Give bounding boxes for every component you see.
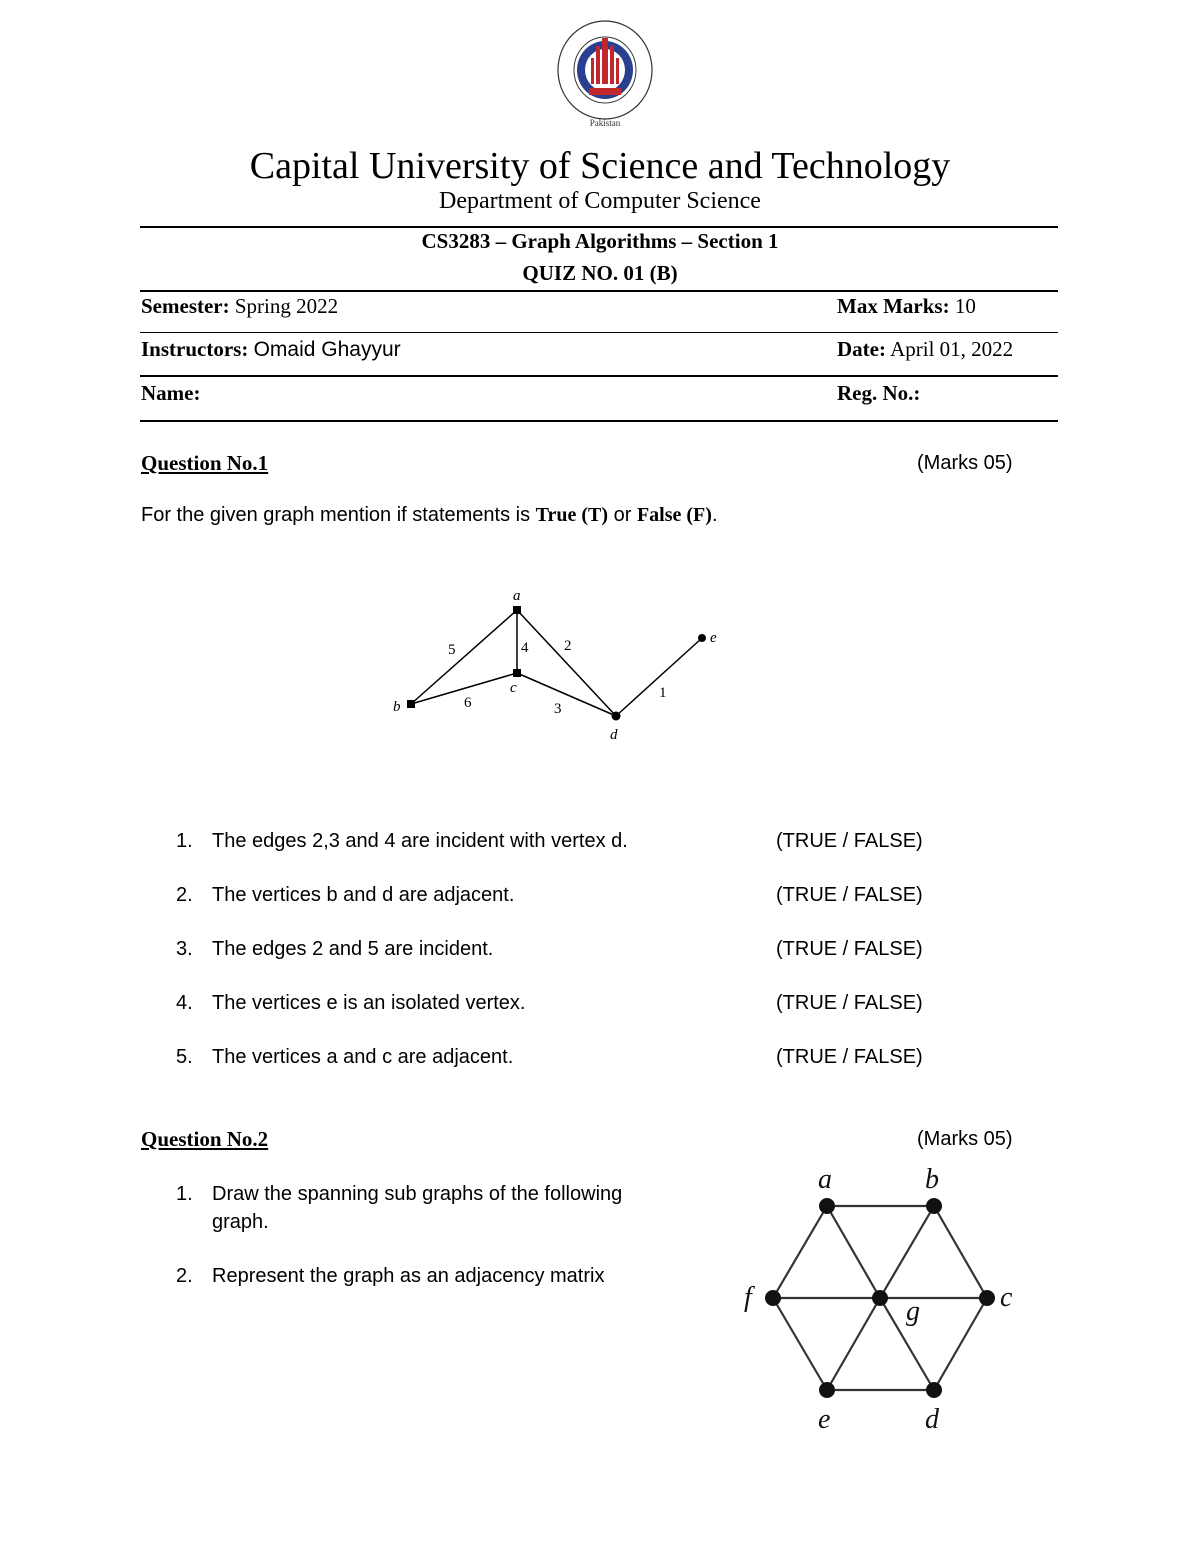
instruction-end: . — [711, 504, 718, 526]
statement-5: 5. The vertices a and c are adjacent. — [176, 1046, 514, 1068]
vertex-c — [979, 1290, 995, 1306]
instructors-field — [141, 337, 401, 362]
statement-1: 1. The edges 2,3 and 4 are incident with vertex d. — [176, 830, 628, 852]
statement-2: 2. The vertices b and d are adjacent. — [176, 884, 515, 906]
vertex-label: b — [393, 699, 401, 715]
question-2-item-2: 2. Represent the graph as an adjacency matrix — [176, 1265, 605, 1287]
max-marks-label: Max Marks: — [837, 294, 950, 318]
vertex-b — [926, 1198, 942, 1214]
course-title: CS3283 – Graph Algorithms – Section 1 — [421, 229, 779, 253]
true-false-option-1: (TRUE / FALSE) — [776, 830, 923, 852]
vertex-label: b — [925, 1164, 939, 1195]
question-1-marks: (Marks 05) — [917, 452, 1013, 474]
divider — [140, 375, 1058, 377]
edge-label: 4 — [521, 640, 529, 656]
statement-3: 3. The edges 2 and 5 are incident. — [176, 938, 494, 960]
vertex-a — [513, 606, 521, 614]
name-label: Name: — [141, 381, 201, 405]
true-false-option-5: (TRUE / FALSE) — [776, 1046, 923, 1068]
edge-1 — [616, 638, 702, 716]
max-marks-value: 10 — [954, 294, 976, 318]
university-logo — [555, 18, 655, 130]
vertex-label: f — [744, 1282, 752, 1313]
semester-value: Spring 2022 — [234, 294, 339, 318]
edge-label: 3 — [554, 701, 562, 717]
date-label: Date: — [837, 337, 886, 361]
instruction-false: False (F) — [636, 504, 712, 526]
edge-label: 6 — [464, 695, 472, 711]
vertex-e — [819, 1382, 835, 1398]
quiz-title: QUIZ NO. 01 (B) — [522, 261, 678, 285]
instruction-or: or — [608, 504, 637, 526]
edge-f-a — [773, 1206, 827, 1298]
svg-text:Pakistan: Pakistan — [589, 118, 621, 128]
edge-c-d — [934, 1298, 987, 1390]
divider — [140, 420, 1058, 422]
vertex-g — [872, 1290, 888, 1306]
vertex-a — [819, 1198, 835, 1214]
divider — [140, 332, 1058, 333]
edge-label: 5 — [448, 642, 456, 658]
max-marks-field — [837, 294, 976, 319]
instruction-text: For the given graph mention if statements is — [141, 504, 536, 526]
question-1-heading: Question No.1 — [141, 451, 269, 475]
edge-2 — [517, 610, 616, 716]
question-2-graph — [730, 1160, 1030, 1440]
name-field — [141, 381, 200, 406]
question-2-marks: (Marks 05) — [917, 1128, 1013, 1150]
vertex-d — [612, 712, 621, 721]
instructors-label: Instructors: — [141, 337, 249, 361]
edge-e-f — [773, 1298, 827, 1390]
edge-e-g — [827, 1298, 880, 1390]
edge-3 — [517, 673, 616, 716]
vertex-b — [407, 700, 415, 708]
true-false-option-2: (TRUE / FALSE) — [776, 884, 923, 906]
department-name: Department of Computer Science — [439, 188, 761, 214]
university-title: Capital University of Science and Technology — [249, 145, 951, 187]
vertex-label: d — [925, 1404, 939, 1435]
date-field — [837, 337, 1013, 362]
reg-no-field — [837, 381, 920, 406]
vertex-d — [926, 1382, 942, 1398]
question-1-instruction — [141, 504, 718, 527]
edge-label: 2 — [564, 638, 572, 654]
statement-4: 4. The vertices e is an isolated vertex. — [176, 992, 526, 1014]
reg-no-label: Reg. No.: — [837, 381, 921, 405]
edge-label: 1 — [659, 685, 667, 701]
true-false-option-4: (TRUE / FALSE) — [776, 992, 923, 1014]
edge-a-g — [827, 1206, 880, 1298]
instruction-true: True (T) — [535, 504, 609, 526]
date-value: April 01, 2022 — [890, 337, 1014, 361]
question-1-graph — [380, 580, 740, 750]
semester-field — [141, 294, 338, 319]
divider — [140, 290, 1058, 292]
vertex-f — [765, 1290, 781, 1306]
edge-5 — [411, 610, 517, 704]
vertex-label: e — [710, 630, 717, 646]
question-2-item-1: 1. Draw the spanning sub graphs of the following graph. — [176, 1183, 623, 1233]
vertex-label: e — [818, 1404, 831, 1435]
edge-b-c — [934, 1206, 987, 1298]
vertex-label: d — [610, 727, 618, 743]
question-2-heading: Question No.2 — [141, 1127, 269, 1151]
divider — [140, 226, 1058, 228]
vertex-label: c — [510, 680, 517, 696]
vertex-label: a — [818, 1164, 832, 1195]
edge-b-g — [880, 1206, 934, 1298]
vertex-e — [698, 634, 706, 642]
instructors-value: Omaid Ghayyur — [253, 338, 401, 361]
true-false-option-3: (TRUE / FALSE) — [776, 938, 923, 960]
vertex-label: g — [906, 1296, 920, 1327]
vertex-c — [513, 669, 521, 677]
vertex-label: a — [513, 588, 521, 604]
vertex-label: c — [1000, 1282, 1013, 1313]
semester-label: Semester: — [141, 294, 230, 318]
